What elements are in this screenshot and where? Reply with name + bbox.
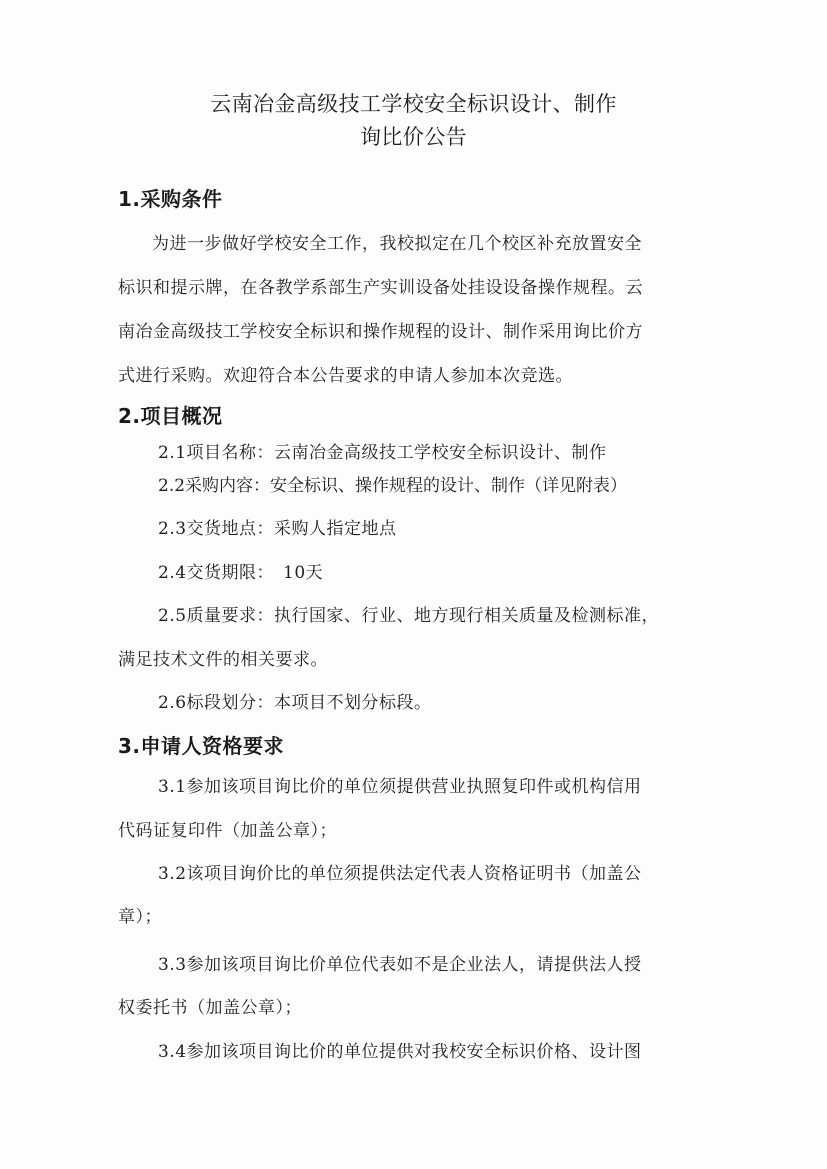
list-item-lot-division: 2.6标段划分：本项目不划分标段。 [158,693,432,713]
list-item-qualification-3-2: 3.2该项目询价比的单位须提供法定代表人资格证明书（加盖公 [158,864,642,884]
paragraph-line: 满足技术文件的相关要求。 [118,650,328,670]
list-item-qualification-3-1: 3.1参加该项目询比价的单位须提供营业执照复印件或机构信用 [158,777,642,797]
paragraph-line: 为进一步做好学校安全工作，我校拟定在几个校区补充放置安全 [152,234,642,254]
list-item-delivery-period: 2.4交货期限： 10天 [158,563,324,583]
paragraph-line: 章）； [118,907,162,927]
list-item-delivery-location: 2.3交货地点：采购人指定地点 [158,519,397,539]
section-heading-applicant-qualifications: 3.申请人资格要求 [118,734,285,758]
list-item-qualification-3-3: 3.3参加该项目询比价单位代表如不是企业法人，请提供法人授 [158,955,642,975]
list-item-quality-requirements: 2.5质量要求：执行国家、行业、地方现行相关质量及检测标准， [158,606,660,626]
section-heading-project-overview: 2.项目概况 [118,404,223,428]
paragraph-line: 式进行采购。欢迎符合本公告要求的申请人参加本次竞选。 [118,366,573,386]
paragraph-line: 南冶金高级技工学校安全标识和操作规程的设计、制作采用询比价方 [118,322,643,342]
list-item-project-name: 2.1项目名称：云南冶金高级技工学校安全标识设计、制作 [158,443,607,463]
paragraph-line: 代码证复印件（加盖公章）； [118,821,337,841]
document-title-line-1: 云南冶金高级技工学校安全标识设计、制作 [210,92,617,116]
section-heading-purchase-conditions: 1.采购条件 [118,187,223,211]
list-item-purchase-content: 2.2采购内容：安全标识、操作规程的设计、制作（详见附表） [158,476,628,496]
document-title-line-2: 询比价公告 [360,125,467,149]
paragraph-line: 权委托书（加盖公章）； [118,998,302,1018]
paragraph-line: 标识和提示牌，在各教学系部生产实训设备处挂设设备操作规程。云 [118,278,643,298]
list-item-qualification-3-4: 3.4参加该项目询比价的单位提供对我校安全标识价格、设计图 [158,1042,642,1062]
